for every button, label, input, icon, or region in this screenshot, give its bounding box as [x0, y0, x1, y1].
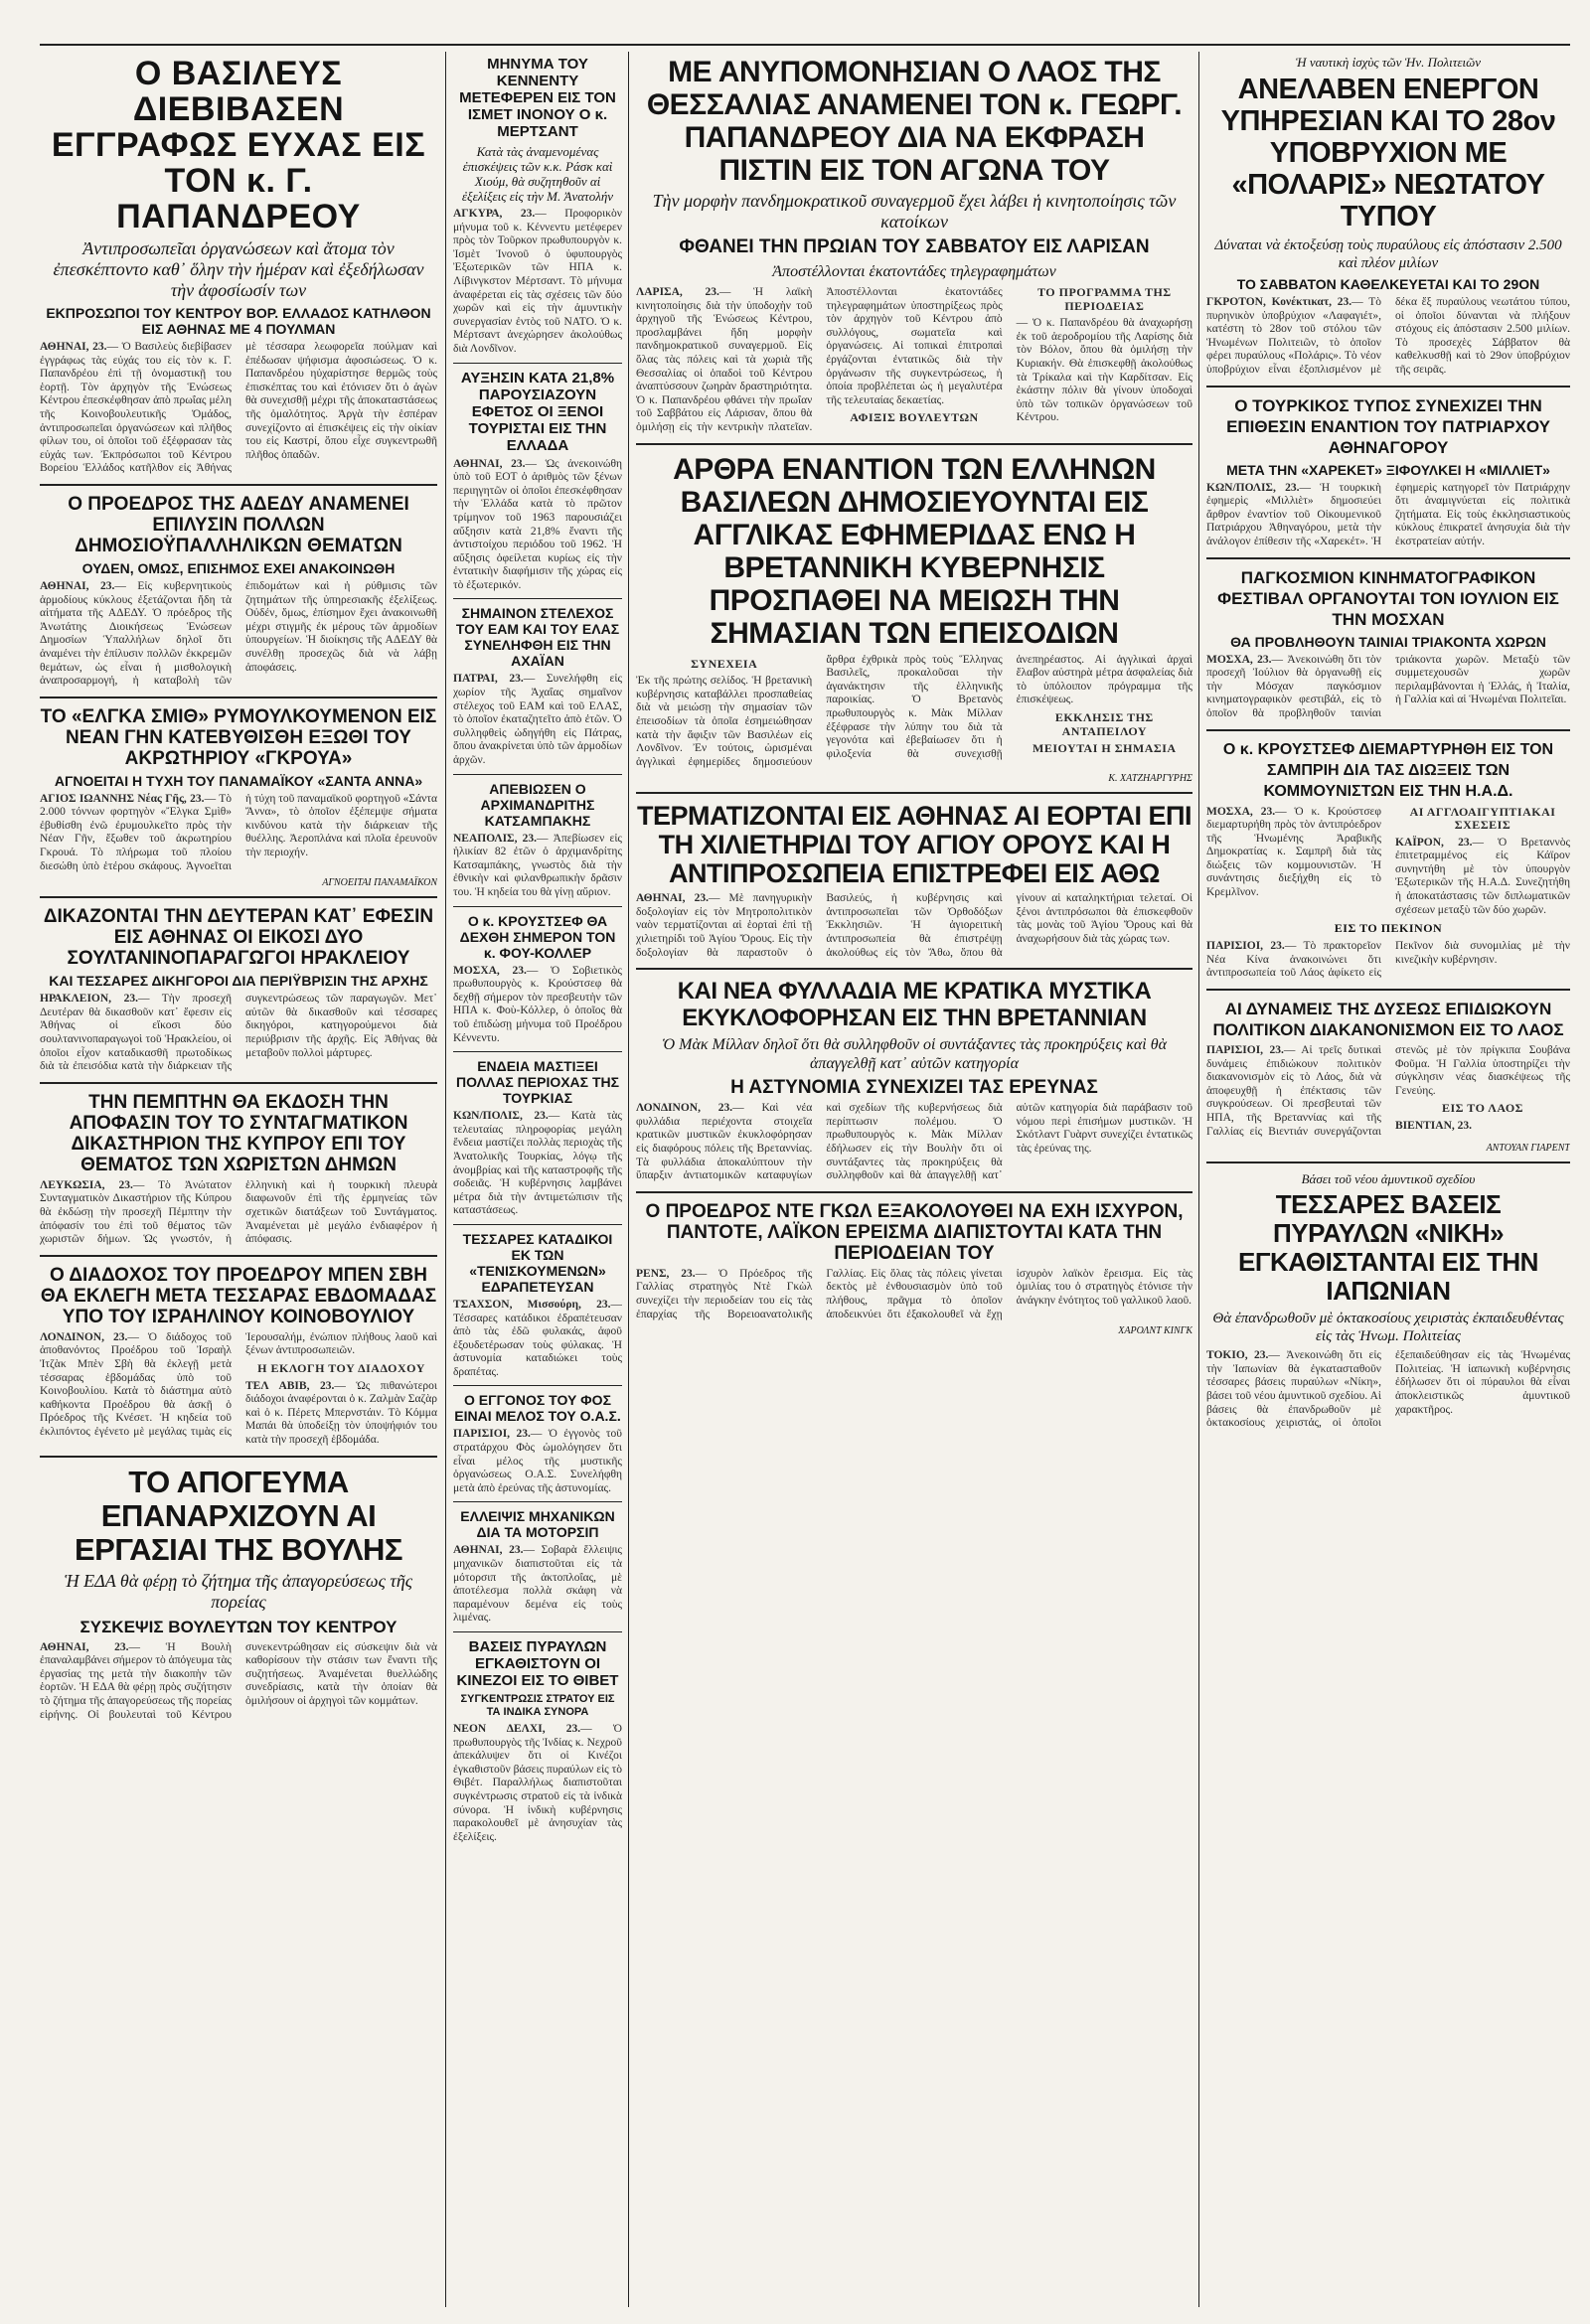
signature: Κ. ΧΑΤΖΗΑΡΓΥΡΗΣ [1108, 773, 1192, 785]
headline-de-gaulle: Ο ΠΡΟΕΔΡΟΣ ΝΤΕ ΓΚΩΛ ΕΞΑΚΟΛΟΥΘΕΙ ΝΑ ΕΧΗ ΙΣΧΥΡΟΝ, ΠΑΝΤΟΤΕ, ΛΑΪΚΟΝ ΕΡΕΙΣΜΑ ΔΙΑΠΙΣΤΟΥΤΑΙ ΚΑΤΑ ΤΗΝ ΠΕΡΙΟΔΕΙΑΝ ΤΟΥ [645, 1200, 1184, 1264]
dateline: ΜΟΣΧΑ, 23. [453, 964, 527, 977]
headline-eam-arrest: ΣΗΜΑΙΝΟΝ ΣΤΕΛΕΧΟΣ ΤΟΥ ΕΑΜ ΚΑΙ ΤΟΥ ΕΛΑΣ ΣΥΝΕΛΗΦΘΗ ΕΙΣ ΤΗΝ ΑΧΑΪΑΝ [455, 605, 620, 670]
article-text: — Ὁ Πρόεδρος τῆς Γαλλίας στρατηγὸς Ντὲ Γκὼλ συνεχίζει τὴν περιοδείαν του εἰς τὰς ἐπαρχίας τῆς Βορειοανατολικῆς Γαλλίας. Εἰς ὅλας τὰς πόλεις γίνεται δεκτὸς μὲ ἐνθουσιασμὸν ὑπὸ τοῦ πλήθους, πρᾶγμα τὸ ὁποῖον ἀποδεικνύει ὅτι ἐξακολουθεῖ νὰ ἔχῃ ἰσχυρὸν λαϊκὸν ἔρεισμα. Εἰς τὰς ὁμιλίας του ὁ στρατηγὸς ἐτόνισε τὴν ἀνάγκην ἐνότητος τοῦ γαλλικοῦ λαοῦ. [636, 1267, 1192, 1320]
article-body [453, 833, 622, 900]
divider [453, 1385, 622, 1386]
divider [453, 598, 622, 599]
headline-foch-oas: Ο ΕΓΓΟΝΟΣ ΤΟΥ ΦΟΣ ΕΙΝΑΙ ΜΕΛΟΣ ΤΟΥ Ο.Α.Σ. [454, 1392, 621, 1425]
dateline: ΠΑΡΙΣΙΟΙ, 23. [1206, 1044, 1284, 1057]
article-body [453, 1110, 622, 1218]
divider [636, 792, 1192, 794]
dateline: ΜΟΣΧΑ, 23. [1206, 653, 1272, 666]
signature: ΑΝΤΟΥΑΝ ΓΙΑΡΕΝΤ [1486, 1143, 1570, 1155]
dateline: ΑΘΗΝΑΙ, 23. [636, 892, 709, 905]
kicker: ΤΟ ΣΑΒΒΑΤΟΝ ΚΑΘΕΛΚΕΥΕΤΑΙ ΚΑΙ ΤΟ 29ΟΝ [1236, 276, 1540, 292]
dateline: ΤΟΚΙΟ, 23. [1206, 1349, 1269, 1362]
article-text: — Ἡ Βουλὴ ἐπαναλαμβάνει σήμερον τὸ ἀπόγευμα τὰς ἐργασίας της μετὰ τὴν διακοπὴν τῶν ἑορτῶν. Ἡ ΕΔΑ θὰ φέρῃ πρὸς συζήτησιν τὸ ζήτημα τῆς ἀπαγορεύσεως τῆς πορείας εἰρήνης. Οἱ βουλευταὶ τοῦ Κέντρου συνεκεντρώθησαν εἰς σύσκεψιν διὰ νὰ καθορίσουν τὴν στάσιν των ἔναντι τῆς συζητήσεως. Ἀναμένεται θυελλώδης συνεδρίασις, κατὰ τὴν ὁποίαν θὰ ὁμιλήσουν οἱ ἀρχηγοὶ τῶν κομμάτων. [40, 1640, 437, 1721]
article-body [453, 965, 622, 1046]
divider [636, 443, 1192, 445]
section-title: ΕΙΣ ΤΟ ΠΕΚΙΝΟΝ [1334, 921, 1443, 936]
kicker: Η ΑΣΤΥΝΟΜΙΑ ΣΥΝΕΧΙΖΕΙ ΤΑΣ ΕΡΕΥΝΑΣ [730, 1077, 1098, 1099]
headline-leaflets: ΚΑΙ ΝΕΑ ΦΥΛΛΑΔΙΑ ΜΕ ΚΡΑΤΙΚΑ ΜΥΣΤΙΚΑ ΕΚΥΚΛΟΦΟΡΗΣΑΝ ΕΙΣ ΤΗΝ ΒΡΕΤΑΝΝΙΑΝ [677, 978, 1152, 1032]
article-text: — Ἀνεκοινώθη ὅτι εἰς τὴν Ἰαπωνίαν θὰ ἐγκατασταθοῦν τέσσαρες βάσεις πυραύλων «Νίκη», βάσει τοῦ νέου ἀμυντικοῦ σχεδίου. Αἱ βάσεις θὰ ἐπανδρωθοῦν μὲ ὀκτακοσίους χειριστάς, οἱ ὁποῖοι ἐξεπαιδεύθησαν εἰς τὰς Ἡνωμένας Πολιτείας. Ἡ ἰαπωνικὴ κυβέρνησις ἐδήλωσεν ὅτι οἱ πύραυλοι θὰ εἶναι ἀποκλειστικῶς ἀμυντικοῦ χαρακτῆρος. [1206, 1349, 1570, 1430]
dateline: ΑΘΗΝΑΙ, 23. [40, 1640, 129, 1653]
headline-ship-sunk: ΤΟ «ΕΛΓΚΑ ΣΜΙΘ» ΡΥΜΟΥΛΚΟΥΜΕΝΟΝ ΕΙΣ ΝΕΑΝ ΓΗΝ ΚΑΤΕΒΥΘΙΣΘΗ ΕΞΩΘΙ ΤΟΥ ΑΚΡΩΤΗΡΙΟΥ «ΓΚΡΟΥΑ» [40, 705, 437, 769]
divider [1206, 386, 1570, 387]
divider [453, 1051, 622, 1052]
article-body [40, 793, 437, 874]
article-body [453, 458, 622, 593]
section-title: Η ΕΚΛΟΓΗ ΤΟΥ ΔΙΑΔΟΧΟΥ [257, 1360, 425, 1375]
dateline: ΜΟΣΧΑ, 23. [1206, 805, 1276, 818]
divider [1206, 1162, 1570, 1163]
headline-khrushchev-sabry: Ο κ. ΚΡΟΥΣΤΣΕΦ ΔΙΕΜΑΡΤΥΡΗΘΗ ΕΙΣ ΤΟΝ ΣΑΜΠΡΙΗ ΔΙΑ ΤΑΣ ΔΙΩΞΕΙΣ ΤΩΝ ΚΟΜΜΟΥΝΙΣΤΩΝ ΕΙΣ ΤΗΝ Η.Α.Δ. [1222, 740, 1554, 800]
kicker: ΟΥΔΕΝ, ΟΜΩΣ, ΕΠΙΣΗΜΟΣ ΕΧΕΙ ΑΝΑΚΟΙΝΩΘΗ [81, 559, 396, 576]
dateline: ΑΘΗΝΑΙ, 23. [453, 1544, 524, 1557]
divider [40, 1255, 437, 1257]
divider [453, 774, 622, 775]
headline-archimandrite: ΑΠΕΒΙΩΣΕΝ Ο ΑΡΧΙΜΑΝΔΡΙΤΗΣ ΚΑΤΣΑΜΠΑΚΗΣ [480, 780, 595, 829]
article-text: — Ὁ κ. Κρούστσεφ διεμαρτυρήθη πρὸς τὸν ἀντιπρόεδρον τῆς Ἡνωμένης Ἀραβικῆς Δημοκρατίας κ. Σαμπρῆ διὰ τὰς διώξεις τῶν κομμουνιστῶν. Ἡ συνάντησις διεξήχθη εἰς τὸ Κρεμλῖνον. [1206, 805, 1381, 899]
dateline: ΑΘΗΝΑΙ, 23. [40, 341, 107, 353]
headline-khrushchev-kohler: Ο κ. ΚΡΟΥΣΤΣΕΦ ΘΑ ΔΕΧΘΗ ΣΗΜΕΡΟΝ ΤΟΝ κ. ΦΟΥ-ΚΟΛΛΕΡ [459, 912, 616, 961]
dateline: ΛΟΝΔΙΝΟΝ, 23. [636, 1102, 733, 1115]
article-text: — Ὁ Σοβιετικὸς πρωθυπουργὸς κ. Κρούστσεφ θὰ δεχθῇ σήμερον τὸν πρεσβευτὴν τῶν ΗΠΑ κ. Φοὺ-Κόλλερ, ὁ ὁποῖος θὰ τοῦ ἐπιδώσῃ μήνυμα τοῦ Προέδρου Κέννεντυ. [453, 964, 622, 1044]
dateline: ΑΘΗΝΑΙ, 23. [453, 457, 526, 470]
article-text: Ἐκ τῆς πρώτης σελίδος. Ἡ βρετανικὴ κυβέρνησις καταβάλλει προσπαθείας διὰ νὰ μειώσῃ τὴν σημασίαν τῶν ἐπεισοδίων τὰ ὁποῖα ἐσημειώθησαν κατὰ τὴν ἄφιξιν τῶν Βασιλέων εἰς Λονδῖνον. Ἐν τούτοις, ὡρισμέναι ἀγγλικαὶ ἐφημερίδες δημοσιεύουν ἄρθρα ἐχθρικὰ πρὸς τοὺς Ἕλληνας Βασιλεῖς, προκαλοῦσαι τὴν ἀγανάκτησιν τῆς ἑλληνικῆς παροικίας. Ὁ Βρετανὸς πρωθυπουργὸς κ. Μὰκ Μίλλαν ἐξέφρασε τὴν λύπην του διὰ τὰ γεγονότα καὶ ἐβεβαίωσεν ὅτι ἡ φιλοξενία θὰ συνεχισθῇ ἀνεπηρέαστος. Αἱ ἀγγλικαὶ ἀρχαὶ ἔλαβον αὐστηρὰ μέτρα ἀσφαλείας διὰ τὸ ὑπόλοιπον πρόγραμμα τῆς ἐπισκέψεως. [636, 653, 1192, 768]
headline-heraklion-trial: ΔΙΚΑΖΟΝΤΑΙ ΤΗΝ ΔΕΥΤΕΡΑΝ ΚΑΤ᾿ ΕΦΕΣΙΝ ΕΙΣ ΑΘΗΝΑΣ ΟΙ ΕΙΚΟΣΙ ΔΥΟ ΣΟΥΛΤΑΝΙΝΟΠΑΡΑΓΩΓΟΙ ΗΡΑΚΛΕΙΟΥ [43, 906, 434, 970]
signature: ΧΑΡΟΛΝΤ ΚΙΝΓΚ [1118, 1325, 1192, 1337]
column-rule [1198, 52, 1199, 2307]
dateline: ΛΟΝΔΙΝΟΝ, 23. [40, 1330, 128, 1343]
kicker: ΘΑ ΠΡΟΒΛΗΘΟΥΝ ΤΑΙΝΙΑΙ ΤΡΙΑΚΟΝΤΑ ΧΩΡΩΝ [1230, 633, 1546, 650]
dateline: ΡΕΝΣ, 23. [636, 1267, 696, 1280]
article-body [1206, 1044, 1570, 1139]
kicker: ΜΕΤΑ ΤΗΝ «ΧΑΡΕΚΕΤ» ΞΙΦΟΥΛΚΕΙ Η «ΜΙΛΛΙΕΤ» [1226, 461, 1550, 478]
subheadline: Κατὰ τὰς ἀναμενομένας ἐπισκέψεις τῶν κ.κ. Ράσκ καὶ Χιούμ, θὰ συζητηθοῦν αἱ ἐξελίξεις εἰς τὴν Μ. Ἀνατολήν [461, 144, 614, 204]
dateline: ΑΘΗΝΑΙ, 23. [40, 579, 115, 592]
headline-turkish-press: Ο ΤΟΥΡΚΙΚΟΣ ΤΥΠΟΣ ΣΥΝΕΧΙΖΕΙ ΤΗΝ ΕΠΙΘΕΣΙΝ ΕΝΑΝΤΙΟΝ ΤΟΥ ΠΑΤΡΙΑΡΧΟΥ ΑΘΗΝΑΓΟΡΟΥ [1226, 395, 1550, 457]
article-text: — Ὡς ἀνεκοινώθη ὑπὸ τοῦ ΕΟΤ ὁ ἀριθμὸς τῶν ξένων περιηγητῶν οἱ ὁποῖοι ἐπεσκέφθησαν τὴν Ἑλλάδα κατὰ τὸ πρῶτον τρίμηνον τοῦ 1963 παρουσιάζει αὔξησιν κατὰ 21,8% ἔναντι τῆς ἀντιστοίχου περιόδου τοῦ 1962. Ἡ αὔξησις ὀφείλεται κυρίως εἰς τὴν ἐντατικὴν διαφήμισιν τῆς χώρας εἰς τὸ ἐξωτερικόν. [453, 457, 622, 591]
article-text: — Ὁ διάδοχος τοῦ ἀποθανόντος Προέδρου τοῦ Ἰσραὴλ Ἰτζὰκ Μπὲν Σβὴ θὰ ἐκλεγῇ μετὰ τέσσαρας ἑβδομάδας ὑπὸ τοῦ Κοινοβουλίου. Κατὰ τὸ διάστημα αὐτὸ καθήκοντα Προέδρου θὰ ἀσκῇ ὁ Πρόεδρος τῆς Κνέσετ. Ἡ κηδεία τοῦ ἐκλιπόντος ἐγένετο μὲ μεγάλας τιμὰς εἰς Ἱερουσαλήμ, ἐνώπιον πλήθους λαοῦ καὶ ξένων ἀντιπροσωπειῶν. [40, 1330, 437, 1438]
dateline: ΠΑΡΙΣΙΟΙ, 23. [1206, 940, 1285, 953]
column-3 [636, 52, 1192, 2307]
headline-polaris-submarine: ΑΝΕΛΑΒΕΝ ΕΝΕΡΓΟΝ ΥΠΗΡΕΣΙΑΝ ΚΑΙ ΤΟ 28ον ΥΠΟΒΡΥΧΙΟΝ ΜΕ «ΠΟΛΑΡΙΣ» ΝΕΩΤΑΤΟΥ ΤΥΠΟΥ [1220, 74, 1556, 232]
section-title: ΕΙΣ ΤΟ ΛΑΟΣ [1441, 1101, 1523, 1116]
kicker-top: Ἡ ναυτικὴ ἰσχὺς τῶν Ἡν. Πολιτειῶν [1295, 55, 1482, 70]
article-body [453, 1299, 622, 1380]
article-body [453, 1428, 622, 1495]
headline-british-press: ΑΡΘΡΑ ΕΝΑΝΤΙΟΝ ΤΩΝ ΕΛΛΗΝΩΝ ΒΑΣΙΛΕΩΝ ΔΗΜΟΣΙΕΥΟΥΝΤΑΙ ΕΙΣ ΑΓΓΛΙΚΑΣ ΕΦΗΜΕΡΙΔΑΣ ΕΝΩ Η ΒΡΕΤΑΝΝΙΚΗ ΚΥΒΕΡΝΗΣΙΣ ΠΡΟΣΠΑΘΕΙ ΝΑ ΜΕΙΩΣΗ ΤΗΝ ΣΗΜΑΣΙΑΝ ΤΩΝ ΕΠΕΙΣΟΔΙΩΝ [673, 452, 1156, 650]
dateline: ΚΩΝ/ΠΟΛΙΣ, 23. [1206, 481, 1300, 494]
dateline: ΑΓΚΥΡΑ, 23. [453, 208, 536, 220]
divider [453, 363, 622, 364]
headline-israel-president: Ο ΔΙΑΔΟΧΟΣ ΤΟΥ ΠΡΟΕΔΡΟΥ ΜΠΕΝ ΣΒΗ ΘΑ ΕΚΛΕΓΗ ΜΕΤΑ ΤΕΣΣΑΡΑΣ ΕΒΔΟΜΑΔΑΣ ΥΠΟ ΤΟΥ ΙΣΡΑΗΛΙΝΟΥ ΚΟΙΝΟΒΟΥΛΙΟΥ [40, 1264, 437, 1327]
signature: ΑΓΝΟΕΙΤΑΙ ΠΑΝΑΜΑΪΚΟΝ [322, 877, 437, 889]
subheadline: Θὰ ἐπανδρωθοῦν μὲ ὀκτακοσίους χειριστὰς ἐκπαιδευθέντας εἰς τὰς Ἡνωμ. Πολιτείας [1212, 1311, 1564, 1345]
subheadline: Τὴν μορφὴν πανδημοκρατικοῦ συναγερμοῦ ἔχει λάβει ἡ κινητοποίησις τῶν κατοίκων [652, 191, 1177, 232]
article-text: — Τὴν προσεχῆ Δευτέραν θὰ δικασθοῦν κατ᾿ ἔφεσιν εἰς Ἀθήνας οἱ εἴκοσι δύο σουλτανινοπαραγωγοὶ τοῦ Ἡρακλείου, οἱ ὁποῖοι εἶχον καταδικασθῆ πρωτοδίκως διὰ τὰ ἐπεισόδια κατὰ τὴν διάρκειαν τῆς συγκεντρώσεως τῶν παραγωγῶν. Μετ᾿ αὐτῶν θὰ δικασθοῦν καὶ τέσσαρες δικηγόροι, κατηγορούμενοι διὰ περιύβρισιν τῆς ἀρχῆς. Εἰς Ἀθήνας θὰ μεταβοῦν πολλοὶ μάρτυρες. [40, 993, 437, 1073]
section-title: ΕΚΚΛΗΣΙΣ ΤΗΣ ΑΝΤΑΠΕΙΛΟΥ [1054, 709, 1154, 738]
headline-tibet-missiles: ΒΑΣΕΙΣ ΠΥΡΑΥΛΩΝ ΕΓΚΑΘΙΣΤΟΥΝ ΟΙ ΚΙΝΕΖΟΙ ΕΙΣ ΤΟ ΘΙΒΕΤ [456, 1638, 619, 1689]
kicker: ΣΥΓΚΕΝΤΡΩΣΙΣ ΣΤΡΑΤΟΥ ΕΙΣ ΤΑ ΙΝΔΙΚΑ ΣΥΝΟΡΑ [460, 1693, 615, 1718]
article-text: — Σοβαρὰ ἔλλειψις μηχανικῶν διαπιστοῦται εἰς τὰ μότορσιπ τῆς ἀκτοπλοΐας, μὲ ἀποτέλεσμα πολλὰ σκάφη νὰ παραμένουν δεμένα εἰς τοὺς λιμένας. [453, 1544, 622, 1625]
divider [1206, 557, 1570, 559]
column-4 [1206, 52, 1570, 2307]
article-body [1206, 940, 1570, 981]
divider [636, 968, 1192, 970]
section-title: ΤΟ ΠΡΟΓΡΑΜΜΑ ΤΗΣ ΠΕΡΙΟΔΕΙΑΣ [1037, 285, 1172, 313]
kicker: ΑΓΝΟΕΙΤΑΙ Η ΤΥΧΗ ΤΟΥ ΠΑΝΑΜΑΪΚΟΥ «ΣΑΝΤΑ ΑΝΝΑ» [54, 772, 423, 789]
article-text: — Κατὰ τὰς τελευταίας πληροφορίας μεγάλη ἔνδεια μαστίζει πολλὰς περιοχὰς τῆς Ἀνατολικῆς Τουρκίας, λόγῳ τῆς ἀνομβρίας καὶ τῆς καταστροφῆς τῆς σοδειᾶς. Ἡ κυβέρνησις λαμβάνει μέτρα διὰ τὴν ἀντιμετώπισιν τῆς καταστάσεως. [453, 1110, 622, 1217]
article-text: — Ὁ ἐγγονὸς τοῦ στρατάρχου Φὸς ὡμολόγησεν ὅτι εἶναι μέλος τῆς μυστικῆς ὀργανώσεως Ο.Α.Σ. Συνελήφθη μετὰ ἀπὸ ἐρεύνας τῆς ἀστυνομίας. [453, 1428, 622, 1494]
dateline: ΛΑΡΙΣΑ, 23. [636, 286, 719, 298]
top-rule [40, 44, 1570, 46]
headline-cyprus-court: ΤΗΝ ΠΕΜΠΤΗΝ ΘΑ ΕΚΔΟΣΗ ΤΗΝ ΑΠΟΦΑΣΙΝ ΤΟΥ ΤΟ ΣΥΝΤΑΓΜΑΤΙΚΟΝ ΔΙΚΑΣΤΗΡΙΟΝ ΤΗΣ ΚΥΠΡΟΥ ΕΠΙ ΤΟΥ ΘΕΜΑΤΟΣ ΤΩΝ ΧΩΡΙΣΤΩΝ ΔΗΜΩΝ [69, 1091, 408, 1175]
kicker: ΦΘΑΝΕΙ ΤΗΝ ΠΡΩΙΑΝ ΤΟΥ ΣΑΒΒΑΤΟΥ ΕΙΣ ΛΑΡΙΣΑΝ [679, 236, 1150, 257]
article-text: — Ὁ Βασιλεὺς διεβίβασεν ἐγγράφως τὰς εὐχάς του εἰς τὸν κ. Γ. Παπανδρέου ἐπὶ τῇ ὀνομαστικῇ του ἑορτῇ. Τὸν ἀρχηγὸν τῆς Ἑνώσεως Κέντρου ἐπεσκέφθησαν ἀπὸ πρωΐας μέλη τῆς Κοινοβουλευτικῆς Ὁμάδος, ἀντιπροσωπεῖαι ὀργανώσεων καὶ πλῆθος φίλων του, οἱ ὁποῖοι τοῦ ἐξέφρασαν τὰς εὐχάς των. Ἐκπρόσωποι τοῦ Κέντρου Βορείου Ἑλλάδος κατῆλθον εἰς Ἀθήνας μὲ τέσσαρα λεωφορεῖα πούλμαν καὶ ἐπέδωσαν ψήφισμα ἀφοσιώσεως. Ὁ κ. Παπανδρέου ηὐχαρίστησε θερμῶς τοὺς ἐπισκέπτας του καὶ ἐτόνισεν ὅτι ὁ ἀγὼν θὰ συνεχισθῇ μέχρι τῆς ἀποκαταστάσεως τῆς ὁμαλότητος. Ἀργὰ τὴν ἑσπέραν συνεχίζοντο αἱ ἐπισκέψεις εἰς τὴν οἰκίαν του εἰς Καστρί, ὅπου εἶχε συγκεντρωθῆ πλῆθος ὀπαδῶν. [40, 341, 437, 475]
headline-laos: ΑΙ ΔΥΝΑΜΕΙΣ ΤΗΣ ΔΥΣΕΩΣ ΕΠΙΔΙΩΚΟΥΝ ΠΟΛΙΤΙΚΟΝ ΔΙΑΚΑΝΟΝΙΣΜΟΝ ΕΙΣ ΤΟ ΛΑΟΣ [1212, 1000, 1564, 1040]
headline-film-festival: ΠΑΓΚΟΣΜΙΟΝ ΚΙΝΗΜΑΤΟΓΡΑΦΙΚΟΝ ΦΕΣΤΙΒΑΛ ΟΡΓΑΝΟΥΤΑΙ ΤΟΝ ΙΟΥΛΙΟΝ ΕΙΣ ΤΗΝ ΜΟΣΧΑΝ [1217, 567, 1559, 629]
divider [636, 1191, 1192, 1193]
article-text: — Ὁ κ. Παπανδρέου θὰ ἀναχωρήσῃ ἐκ τοῦ ἀεροδρομίου τῆς Λαρίσης διὰ τὸν Βόλον, ὅπου θὰ ὁμιλήσῃ τὴν Κυριακήν. Θὰ ἐπισκεφθῇ ἀκολούθως τὰ Τρίκαλα καὶ τὴν Καρδίτσαν. Εἰς ἑκάστην πόλιν θὰ γίνουν ὑποδοχαὶ ὑπὸ τῶν τοπικῶν ὀργανώσεων τοῦ Κέντρου. [1016, 317, 1192, 424]
headline-mount-athos: ΤΕΡΜΑΤΙΖΟΝΤΑΙ ΕΙΣ ΑΘΗΝΑΣ ΑΙ ΕΟΡΤΑΙ ΕΠΙ ΤΗ ΧΙΛΙΕΤΗΡΙΔΙ ΤΟΥ ΑΓΙΟΥ ΟΡΟΥΣ ΚΑΙ Η ΑΝΤΙΠΡΟΣΩΠΕΙΑ ΕΠΙΣΤΡΕΦΕΙ ΕΙΣ ΑΘΩ [637, 801, 1192, 889]
dateline: ΠΑΤΡΑΙ, 23. [453, 673, 524, 686]
headline-tourists: ΑΥΞΗΣΙΝ ΚΑΤΑ 21,8% ΠΑΡΟΥΣΙΑΖΟΥΝ ΕΦΕΤΟΣ ΟΙ ΞΕΝΟΙ ΤΟΥΡΙΣΤΑΙ ΕΙΣ ΤΗΝ ΕΛΛΑΔΑ [460, 369, 615, 454]
article-body [453, 1723, 622, 1844]
article-body [1206, 482, 1570, 549]
section-title: ΑΙ ΑΓΓΛΟΑΙΓΥΠΤΙΑΚΑΙ ΣΧΕΣΕΙΣ [1409, 804, 1556, 833]
article-body [1206, 654, 1570, 721]
article-text: — Ὡς πιθανώτεροι διάδοχοι ἀναφέρονται ὁ κ. Ζαλμὰν Σαζὰρ καὶ ὁ κ. Πέρετς Μπερνστάιν. Τὸ Κόμμα Μαπάι θὰ ὑποδείξῃ τὸν ὑποψήφιόν του κατὰ τὴν προσεχῆ ἑβδομάδα. [245, 1379, 437, 1446]
article-body [636, 892, 1192, 960]
article-body [636, 654, 1192, 770]
divider [1206, 729, 1570, 731]
dateline: ΛΕΥΚΩΣΙΑ, 23. [40, 1178, 133, 1191]
divider [453, 906, 622, 907]
article-body [453, 1544, 622, 1626]
article-text: — Μὲ πανηγυρικὴν δοξολογίαν εἰς τὸν Μητροπολιτικὸν ναὸν τερματίζονται αἱ ἑορταὶ ἐπὶ τῇ χιλιετηρίδι τοῦ Ἁγίου Ὄρους. Εἰς τὴν δοξολογίαν θὰ παραστοῦν ὁ Βασιλεύς, ἡ κυβέρνησις καὶ ἀντιπροσωπεῖαι τῶν Ὀρθοδόξων Ἐκκλησιῶν. Ἡ ἁγιορειτικὴ ἀντιπροσωπεία θὰ ἐπιστρέψῃ ἀκολούθως εἰς τὸν Ἄθω, ὅπου θὰ γίνουν αἱ καταληκτήριαι τελεταί. Οἱ ξένοι ἀντιπρόσωποι θὰ ἐπισκεφθοῦν τὰς μονὰς τοῦ Ἁγίου Ὄρους καὶ θὰ ἀναχωρήσουν διὰ τὰς χώρας των. [636, 892, 1192, 959]
headline-nike-bases: ΤΕΣΣΑΡΕΣ ΒΑΣΕΙΣ ΠΥΡΑΥΛΩΝ «ΝΙΚΗ» ΕΓΚΑΘΙΣΤΑΝΤΑΙ ΕΙΣ ΤΗΝ ΙΑΠΩΝΙΑΝ [1238, 1189, 1538, 1307]
article-text: — Ἀπεβίωσεν εἰς ἡλικίαν 82 ἐτῶν ὁ ἀρχιμανδρίτης Κατσαμπάκης, γνωστὸς διὰ τὴν ἐθνικὴν καὶ φιλανθρωπικὴν δρᾶσιν του. Ἡ κηδεία του θὰ γίνῃ αὔριον. [453, 832, 622, 898]
dateline: ΤΕΛ ΑΒΙΒ, 23. [245, 1379, 335, 1392]
article-text: — Ὁ πρωθυπουργὸς τῆς Ἰνδίας κ. Νεχροῦ ἀπεκάλυψεν ὅτι οἱ Κινέζοι ἐγκαθιστοῦν βάσεις πυραύλων εἰς τὸ Θιβέτ. Παραλλήλως διαπιστοῦται συγκέντρωσις στρατοῦ εἰς τὰ ἰνδικὰ σύνορα. Ἡ ἰνδικὴ κυβέρνησις παρακολουθεῖ μὲ ἀνησυχίαν τὰς ἐξελίξεις. [453, 1723, 622, 1843]
article-body [40, 341, 437, 476]
dateline: ΤΣΑΧΣΟΝ, Μισσούρη, 23. [453, 1298, 611, 1311]
dateline: ΝΕΟΝ ΔΕΛΧΙ, 23. [453, 1723, 581, 1735]
article-text: — Ὁ Βρεταννὸς ἐπιτετραμμένος εἰς Κάϊρον συνηντήθη μὲ τὸν ὑπουργὸν Ἐξωτερικῶν τῆς Η.Α.Δ. Συνεζητήθη ἡ ἀποκατάστασις τῶν διπλωματικῶν σχέσεων μεταξὺ τῶν δύο χωρῶν. [1395, 836, 1570, 916]
article-body [1206, 296, 1570, 378]
dateline: ΗΡΑΚΛΕΙΟΝ, 23. [40, 993, 138, 1006]
kicker: ΕΚΠΡΟΣΩΠΟΙ ΤΟΥ ΚΕΝΤΡΟΥ ΒΟΡ. ΕΛΛΑΔΟΣ ΚΑΤΗΛΘΟΝ ΕΙΣ ΑΘΗΝΑΣ ΜΕ 4 ΠΟΥΛΜΑΝ [46, 305, 431, 337]
article-body [40, 580, 437, 689]
article-body [636, 1268, 1192, 1321]
article-text: — Προφορικὸν μήνυμα τοῦ κ. Κέννεντυ μετέφερεν πρὸς τὸν Τοῦρκον πρωθυπουργὸν κ. Ἰσμὲτ Ἰνονοῦ ὁ ὑφυπουργὸς Ἐξωτερικῶν τῶν ΗΠΑ κ. Λίβινγκστον Μέρτσαντ. Τὸ μήνυμα ἀναφέρεται εἰς τὰς σχέσεις τῶν δύο χωρῶν καὶ εἰς τὴν ἀμυντικὴν συνεργασίαν ἐντὸς τοῦ ΝΑΤΟ. Ὁ κ. Μέρτσαντ ἀνεχώρησεν ἀκολούθως διὰ Λονδῖνον. [453, 208, 622, 355]
divider [40, 697, 437, 698]
headline-mechanics: ΕΛΛΕΙΨΙΣ ΜΗΧΑΝΙΚΩΝ ΔΙΑ ΤΑ ΜΟΤΟΡΣΙΠ [460, 1508, 615, 1541]
column-rule [628, 52, 629, 2307]
article-text: — Ἡ τουρκικὴ ἐφημερὶς «Μιλλιὲτ» δημοσιεύει ἄρθρον ἐναντίον τοῦ Οἰκουμενικοῦ Πατριάρχου Ἀθηναγόρου, μετὰ τὴν ἀνάλογον ἐπίθεσιν τῆς «Χαρεκέτ». Ἡ ἐφημερὶς κατηγορεῖ τὸν Πατριάρχην ὅτι ἀναμιγνύεται εἰς πολιτικὰ ζητήματα. Εἰς τοὺς ἐκκλησιαστικοὺς κύκλους ἐπικρατεῖ ἀνησυχία διὰ τὴν ἐκστρατείαν αὐτήν. [1206, 481, 1570, 547]
article-body [40, 1641, 437, 1723]
article-text: — Αἱ τρεῖς δυτικαὶ δυνάμεις ἐπιδιώκουν πολιτικὸν διακανονισμὸν εἰς τὸ Λάος, διὰ νὰ ἀποφευχθῇ ἡ ἐπέκτασις τῶν συγκρούσεων. Οἱ πρεσβευταὶ τῶν ΗΠΑ, τῆς Βρεταννίας καὶ τῆς Γαλλίας εἰς Βιεντιάν συνεργάζονται στενῶς μὲ τὸν πρίγκιπα Σουβάνα Φοῦμα. Ἡ Γαλλία ὑποστηρίζει τὴν σύγκλησιν νέας διασκέψεως τῆς Γενεύης. [1206, 1044, 1570, 1138]
dateline: ΓΚΡΟΤΟΝ, Κονέκτικατ, 23. [1206, 296, 1352, 308]
article-body [636, 286, 1192, 435]
article-body [40, 993, 437, 1074]
article-text: — Τὸ πρακτορεῖον Νέα Κίνα ἀνακοινώνει ὅτι ἀντιπροσωπεία τοῦ Λάος ἀφίκετο εἰς Πεκῖνον διὰ συνομιλίας μὲ τὴν κινεζικὴν κυβέρνησιν. [1206, 940, 1570, 980]
subheadline: Δύναται νὰ ἐκτοξεύσῃ τοὺς πυραύλους εἰς ἀπόστασιν 2.500 καὶ πλέον μιλίων [1214, 237, 1562, 271]
dateline: ΑΓΙΟΣ ΙΩΑΝΝΗΣ Νέας Γῆς, 23. [40, 792, 205, 805]
article-text: — Τέσσαρες κατάδικοι ἐδραπέτευσαν ἀπὸ τὰς ἐδῶ φυλακάς, ἀφοῦ ἐξουδετέρωσαν τοὺς φύλακας. Ἡ ἀστυνομία καταδιώκει τοὺς δραπέτας. [453, 1298, 622, 1378]
article-body [1206, 1349, 1570, 1431]
article-text: — Τὸ πυρηνικὸν ὑποβρύχιον «Λαφαγιέτ», κατέστη τὸ 28ον τοῦ στόλου τῶν Ἡνωμένων Πολιτειῶν, τὸ ὁποῖον φέρει πυραύλους «Πολάρις». Τὸ νέον ὑποβρύχιον εἶναι ἐξοπλισμένον μὲ δέκα ἕξ πυραύλους νεωτάτου τύπου, οἱ ὁποῖοι δύνανται νὰ πλήξουν στόχους εἰς ἀπόστασιν 2.500 μιλίων. Τὸ προσεχὲς Σάββατον θὰ καθελκυσθῇ καὶ τὸ 29ον ὑποβρύχιον τῆς σειρᾶς. [1206, 296, 1570, 376]
dateline: ΒΙΕΝΤΙΑΝ, 23. [1395, 1120, 1473, 1132]
headline-adedy: Ο ΠΡΟΕΔΡΟΣ ΤΗΣ ΑΔΕΔΥ ΑΝΑΜΕΝΕΙ ΕΠΙΛΥΣΙΝ ΠΟΛΛΩΝ ΔΗΜΟΣΙΟΫΠΑΛΛΗΛΙΚΩΝ ΘΕΜΑΤΩΝ [68, 493, 409, 556]
dateline: ΝΕΑΠΟΛΙΣ, 23. [453, 832, 537, 845]
article-body [40, 1331, 437, 1448]
divider [453, 1224, 622, 1225]
article-text: — Τὸ Ἀνώτατον Συνταγματικὸν Δικαστήριον τῆς Κύπρου θὰ ἐκδώσῃ τὴν προσεχῆ Πέμπτην τὴν ἀπόφασίν του ἐπὶ τοῦ θέματος τῶν χωριστῶν δήμων. Ὡς γνωστόν, ἡ ἑλληνικὴ καὶ ἡ τουρκικὴ πλευρὰ διαφωνοῦν ἐπὶ τῆς ἑρμηνείας τῶν σχετικῶν διατάξεων τοῦ Συντάγματος. Ἀναμένεται μὲ μεγάλο ἐνδιαφέρον ἡ ἀπόφασις. [40, 1178, 437, 1246]
subheadline: Ἡ ΕΔΑ θὰ φέρῃ τὸ ζήτημα τῆς ἀπαγορεύσεως τῆς πορείας [64, 1570, 413, 1612]
kicker: ΣΥΣΚΕΨΙΣ ΒΟΥΛΕΥΤΩΝ ΤΟΥ ΚΕΝΤΡΟΥ [80, 1617, 398, 1636]
article-body [453, 208, 622, 357]
divider [40, 1082, 437, 1084]
headline-turkey-poverty: ΕΝΔΕΙΑ ΜΑΣΤΙΞΕΙ ΠΟΛΛΑΣ ΠΕΡΙΟΧΑΣ ΤΗΣ ΤΟΥΡΚΙΑΣ [455, 1058, 620, 1107]
article-body [453, 673, 622, 767]
divider [453, 1631, 622, 1632]
divider [453, 1501, 622, 1502]
headline-convicts: ΤΕΣΣΑΡΕΣ ΚΑΤΑΔΙΚΟΙ ΕΚ ΤΩΝ «ΤΕΝΙΣΚΟΥΜΕΝΩΝ» ΕΔΡΑΠΕΤΕΥΣΑΝ [462, 1230, 613, 1295]
headline-kennedy-message: ΜΗΝΥΜΑ ΤΟΥ ΚΕΝΝΕΝΤΥ ΜΕΤΕΦΕΡΕΝ ΕΙΣ ΤΟΝ ΙΣΜΕΤ ΙΝΟΝΟΥ Ο κ. ΜΕΡΤΣΑΝΤ [459, 56, 616, 140]
section-title: ΑΦΙΞΙΣ ΒΟΥΛΕΥΤΩΝ [850, 410, 979, 425]
headline-thessaly: ΜΕ ΑΝΥΠΟΜΟΝΗΣΙΑΝ Ο ΛΑΟΣ ΤΗΣ ΘΕΣΣΑΛΙΑΣ ΑΝΑΜΕΝΕΙ ΤΟΝ κ. ΓΕΩΡΓ. ΠΑΠΑΝΔΡΕΟΥ ΔΙΑ ΝΑ ΕΚΦΡΑΣΗ ΠΙΣΤΙΝ ΕΙΣ ΤΟΝ ΑΓΩΝΑ ΤΟΥ [646, 56, 1183, 187]
dateline: ΚΑΪΡΟΝ, 23. [1395, 836, 1473, 849]
headline-parliament: ΤΟ ΑΠΟΓΕΥΜΑ ΕΠΑΝΑΡΧΙΖΟΥΝ ΑΙ ΕΡΓΑΣΙΑΙ ΤΗΣ ΒΟΥΛΗΣ [74, 1464, 403, 1567]
dateline: ΚΩΝ/ΠΟΛΙΣ, 23. [453, 1110, 549, 1123]
article-text: — Εἰς κυβερνητικοὺς ἁρμοδίους κύκλους ἐξετάζονται ἤδη τὰ αἰτήματα τῆς ΑΔΕΔΥ. Ὁ πρόεδρος τῆς Ἀνωτάτης Διοικήσεως Ἑνώσεων Δημοσίων Ὑπαλλήλων δηλοῖ ὅτι ἀναμένει τὴν ἐπίλυσιν πολλῶν ἐκκρεμῶν θεμάτων, ὡς εἶναι ἡ μισθολογικὴ ἀναπροσαρμογή, ἡ καταβολὴ τῶν ἐπιδομάτων καὶ ἡ ρύθμισις τῶν ζητημάτων τῆς ὑπηρεσιακῆς ἐξελίξεως. Οὐδέν, ὅμως, ἐπίσημον ἔχει ἀνακοινωθῆ μέχρι στιγμῆς ἐκ μέρους τῶν ἁρμοδίων ὑπουργείων. Ἡ διοίκησις τῆς ΑΔΕΔΥ θὰ συνέλθῃ προσεχῶς διὰ νὰ λάβῃ ἀποφάσεις. [40, 579, 437, 688]
kicker-top: Βάσει τοῦ νέου ἀμυντικοῦ σχεδίου [1301, 1171, 1476, 1187]
column-2 [453, 52, 622, 2307]
divider [40, 1456, 437, 1458]
subheadline: Ἀποστέλλονται ἑκατοντάδες τηλεγραφημάτων [772, 263, 1056, 280]
divider [1206, 989, 1570, 991]
column-1 [40, 52, 437, 2307]
subheadline: Ἀντιπροσωπεῖαι ὀργανώσεων καὶ ἄτομα τὸν ἐπεσκέπτοντο καθ᾿ ὅλην τὴν ἡμέραν καὶ ἐξεδήλωσαν τὴν ἀφοσίωσίν των [53, 238, 424, 300]
article-body [40, 1179, 437, 1247]
subheadline: Ὁ Μὰκ Μίλλαν δηλοῖ ὅτι θὰ συλληφθοῦν οἱ συντάξαντες τὰς προκηρύξεις καὶ θὰ ἀπαγγελθῇ κατ᾿ αὐτῶν κατηγορία [662, 1036, 1167, 1073]
article-body [636, 1102, 1192, 1183]
article-text: — Συνελήφθη εἰς χωρίον τῆς Ἀχαΐας σημαῖνον στέλεχος τοῦ ΕΑΜ καὶ τοῦ ΕΛΑΣ, τὸ ὁποῖον ἐκαταζητεῖτο ἀπὸ ἐτῶν. Ὁ συλληφθεὶς ὡδηγήθη εἰς Πάτρας, ὅπου ἀνακρίνεται ὑπὸ τῶν ἁρμοδίων ἀρχῶν. [453, 673, 622, 767]
divider [40, 896, 437, 898]
article-body [1206, 806, 1570, 918]
headline-king-wishes: Ο ΒΑΣΙΛΕΥΣ ΔΙΕΒΙΒΑΣΕΝ ΕΓΓΡΑΦΩΣ ΕΥΧΑΣ ΕΙΣ ΤΟΝ κ. Γ. ΠΑΠΑΝΔΡΕΟΥ [51, 55, 426, 235]
column-rule [445, 52, 446, 2307]
article-text: — Ἀνεκοινώθη ὅτι τὸν προσεχῆ Ἰούλιον θὰ ὀργανωθῇ εἰς τὴν Μόσχαν παγκόσμιον κινηματογραφικὸν φεστιβάλ, εἰς τὸ ὁποῖον θὰ προβληθοῦν ταινίαι τριάκοντα χωρῶν. Μεταξὺ τῶν συμμετεχουσῶν χωρῶν περιλαμβάνονται ἡ Ἑλλάς, ἡ Ἰταλία, ἡ Γαλλία καὶ αἱ Ἡνωμέναι Πολιτεῖαι. [1206, 653, 1570, 719]
dateline: ΠΑΡΙΣΙΟΙ, 23. [453, 1428, 531, 1441]
article-text: — Ἡ λαϊκὴ κινητοποίησις διὰ τὴν ὑποδοχὴν τοῦ ἀρχηγοῦ τῆς Ἑνώσεως Κέντρου, προσλαμβάνει ἤδη μορφὴν πανδημοκρατικοῦ συναγερμοῦ. Εἰς ὅλας τὰς πόλεις καὶ τὰ χωριὰ τῆς Θεσσαλίας οἱ ὀπαδοὶ τοῦ Κέντρου ἀναπτύσσουν ζωηρὰν δραστηριότητα. Ὁ κ. Παπανδρέου φθάνει τὴν πρωΐαν τοῦ Σαββάτου εἰς Λάρισαν, ὅπου θὰ ὁμιλήσῃ εἰς τὴν κεντρικὴν πλατεῖαν. Ἀποστέλλονται ἑκατοντάδες τηλεγραφημάτων ὑποστηρίξεως πρὸς τὸν ἀρχηγὸν τοῦ Κέντρου ἀπὸ συλλόγους, σωματεῖα καὶ ὀργανώσεις. Αἱ τοπικαὶ ἐπιτροπαὶ ἐργάζονται ἐντατικῶς διὰ τὴν ὀργάνωσιν τῆς συγκεντρώσεως, ἡ ὁποία προβλέπεται ὡς ἡ μεγαλυτέρα τῆς τελευταίας δεκαετίας. [636, 286, 1003, 433]
section-title: ΜΕΙΟΥΤΑΙ Η ΣΗΜΑΣΙΑ [1033, 741, 1177, 756]
article-text: — Καὶ νέα φυλλάδια περιέχοντα στοιχεῖα κρατικῶν μυστικῶν ἐκυκλοφόρησαν εἰς διαφόρους πόλεις τῆς Βρεταννίας. Τὰ φυλλάδια ἀποκαλύπτουν τὴν ὕπαρξιν ἀντιατομικῶν καταφυγίων καὶ σχεδίων τῆς κυβερνήσεως διὰ περίπτωσιν πολέμου. Ὁ πρωθυπουργὸς κ. Μὰκ Μίλλαν ἐδήλωσεν εἰς τὴν Βουλὴν ὅτι οἱ συντάξαντες τὰς προκηρύξεις θὰ συλληφθοῦν καὶ θὰ ἀπαγγελθῇ κατ᾿ αὐτῶν κατηγορία διὰ παράβασιν τοῦ νόμου περὶ ἐπισήμων μυστικῶν. Ἡ Σκότλαντ Γυὰρντ συνεχίζει ἐντατικῶς τὰς ἐρεύνας της. [636, 1102, 1192, 1182]
kicker: ΚΑΙ ΤΕΣΣΑΡΕΣ ΔΙΚΗΓΟΡΟΙ ΔΙΑ ΠΕΡΙΫΒΡΙΣΙΝ ΤΗΣ ΑΡΧΗΣ [49, 973, 428, 990]
divider [40, 484, 437, 486]
section-title: ΣΥΝΕΧΕΙΑ [691, 656, 758, 671]
article-text: — Τὸ 2.000 τόννων φορτηγὸν «Ἔλγκα Σμὶθ» ἐβυθίσθη ἐνῶ ἐρυμουλκεῖτο πρὸς τὴν Νέαν Γῆν, ἔξωθεν τοῦ ἀκρωτηρίου Γκρουά. Τὸ πλήρωμα τοῦ πλοίου διεσώθη ὑπὸ ἑτέρου σκάφους. Ἀγνοεῖται ἡ τύχη τοῦ παναμαϊκοῦ φορτηγοῦ «Σάντα Ἄννα», τὸ ὁποῖον ἐξέπεμψε σήματα κινδύνου κατὰ τὴν διάρκειαν τῆς θυέλλης. Ἀεροπλάνα καὶ πλοῖα ἐρευνοῦν τὴν περιοχήν. [40, 792, 437, 872]
